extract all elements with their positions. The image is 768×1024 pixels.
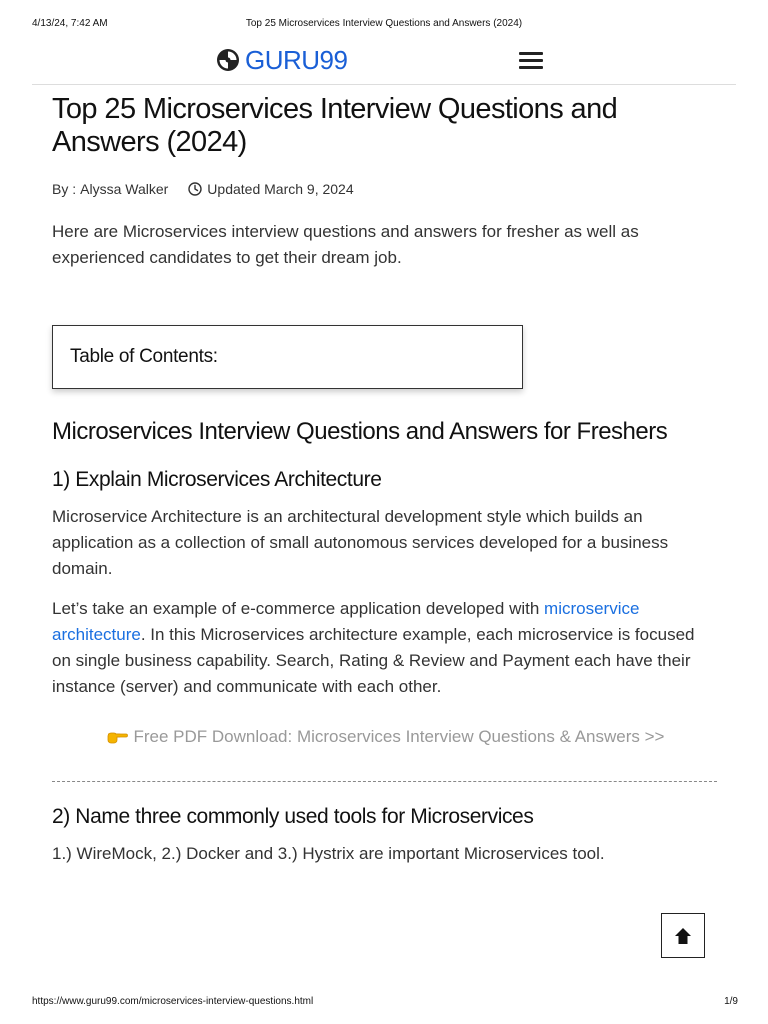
arrow-up-icon [672, 925, 694, 947]
pdf-download-text: Free PDF Download: Microservices Interview Questions & Answers >> [133, 727, 665, 746]
question-1-heading: 1) Explain Microservices Architecture [52, 468, 382, 491]
question-2-heading: 2) Name three commonly used tools for Microservices [52, 805, 534, 828]
print-doc-title: Top 25 Microservices Interview Questions and Answers (2024) [245, 18, 523, 29]
print-page-number: 1/9 [724, 996, 738, 1007]
article-title: Top 25 Microservices Interview Questions and Answers (2024) [52, 93, 618, 158]
paragraph-text: Let’s take an example of e-commerce application developed with [52, 599, 545, 618]
hamburger-menu-icon[interactable] [519, 50, 543, 70]
section-heading: Microservices Interview Questions and Answers for Freshers [52, 418, 668, 445]
clock-icon [188, 182, 202, 196]
print-header [32, 18, 736, 32]
toc-title: Table of Contents: [70, 346, 218, 367]
question-2-paragraph: 1.) WireMock, 2.) Docker and 3.) Hystrix are important Microservices tool. [52, 844, 605, 863]
table-of-contents[interactable] [52, 325, 523, 389]
pdf-download-link[interactable] [52, 727, 718, 747]
microservice-architecture-link[interactable]: microservice architecture [52, 599, 640, 644]
logo-text: GURU99 [245, 44, 348, 75]
print-datetime: 4/13/24, 7:42 AM [32, 18, 108, 29]
byline-prefix: By : [52, 181, 77, 197]
pointing-hand-icon [106, 728, 128, 744]
byline [52, 181, 354, 197]
site-logo[interactable] [216, 45, 347, 75]
print-footer [32, 996, 738, 1010]
question-1-paragraph-1: Microservice Architecture is an architectural development style which builds an application as a collection of small autonomous services developed for a business domain. [52, 507, 669, 578]
intro-paragraph: Here are Microservices interview questions and answers for fresher as well as experienced candidates to get their dream job. [52, 222, 639, 267]
dashed-divider [52, 781, 717, 782]
scroll-to-top-button[interactable] [661, 913, 705, 958]
question-1-paragraph-2 [52, 596, 702, 700]
paragraph-text: . In this Microservices architecture example, each microservice is focused on single business capability. Search, Rating & Review and Payment each have their instance (server) and communicate with each other. [52, 625, 695, 696]
guru99-logo-icon [216, 48, 240, 72]
site-header [32, 40, 736, 85]
author-link[interactable]: Alyssa Walker [80, 181, 169, 197]
print-url: https://www.guru99.com/microservices-interview-questions.html [32, 996, 314, 1007]
updated-date: Updated March 9, 2024 [207, 181, 354, 197]
